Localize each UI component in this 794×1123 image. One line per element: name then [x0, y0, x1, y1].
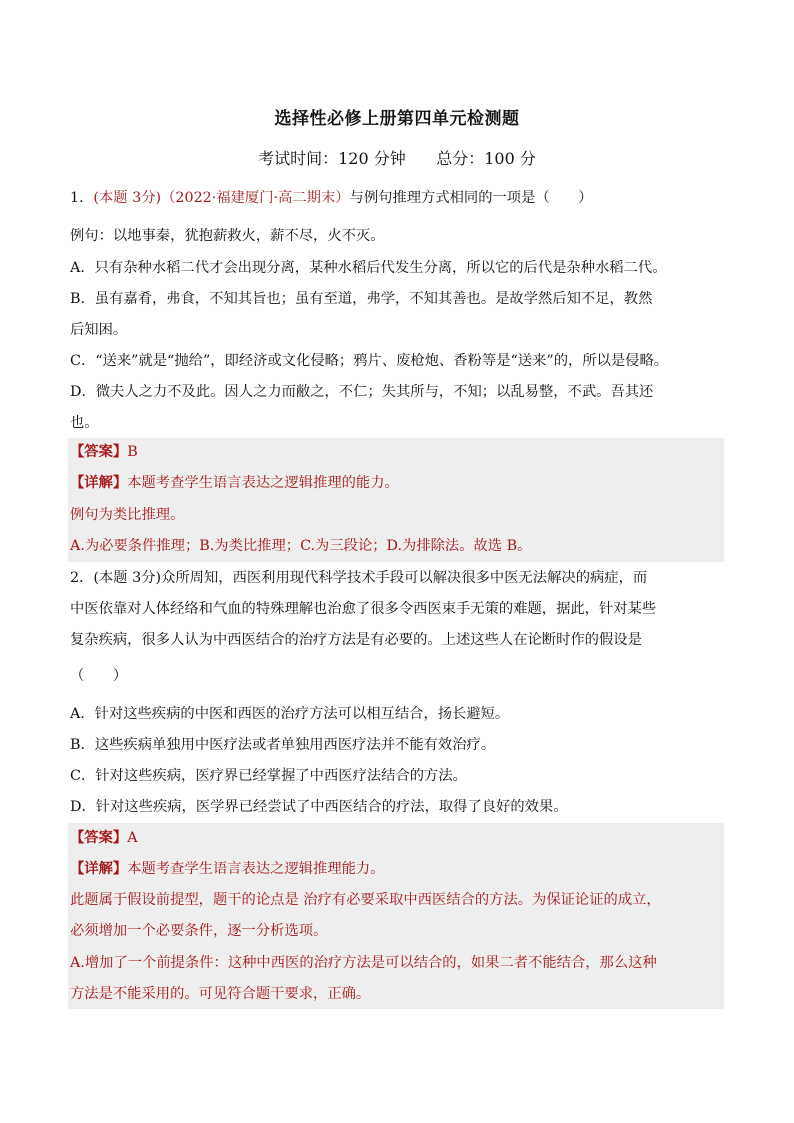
detail-line-5: 方法是不能采用的。可见符合题干要求，正确。	[70, 986, 371, 1002]
question-source: (本题 3分)（2022·福建厦门·高二期末）	[93, 190, 350, 206]
detail-line	[70, 859, 724, 879]
option-b: B．这些疾病单独用中医疗法或者单独用西医疗法并不能有效治疗。	[70, 737, 496, 753]
option-d: D．针对这些疾病，医学界已经尝试了中西医结合的疗法，取得了良好的效果。	[70, 799, 568, 815]
option-b: B．虽有嘉肴，弗食，不知其旨也；虽有至道，弗学，不知其善也。是故学然后知不足，教然	[70, 291, 653, 307]
answer-line	[70, 442, 724, 462]
option-d-continued: 也。	[70, 415, 99, 431]
detail-line-3: A.为必要条件推理；B.为类比推理；C.为三段论；D.为排除法。故选 B。	[70, 538, 532, 554]
option-b-continued: 后知困。	[70, 322, 128, 338]
answer-blank: （ ）	[70, 668, 128, 684]
answer-line	[70, 828, 724, 848]
question-2-stem-line-2: 中医依靠对人体经络和气血的特殊理解也治愈了很多令西医束手无策的难题，据此，针对某些	[70, 601, 657, 617]
option-a: A．针对这些疾病的中医和西医的治疗方法可以相互结合，扬长避短。	[70, 706, 510, 722]
detail-tag: 【详解】	[70, 861, 128, 877]
answer-value: B	[127, 444, 138, 460]
question-score: (本题 3分)	[93, 570, 162, 586]
question-1-stem	[70, 188, 724, 208]
answer-tag: 【答案】	[70, 830, 128, 846]
exam-info: 考试时间：120 分钟 总分：100 分	[258, 149, 536, 168]
question-number: 1．	[70, 190, 94, 206]
question-2-stem	[70, 568, 724, 588]
detail-line-4: A.增加了一个前提条件：这种中西医的治疗方法是可以结合的，如果二者不能结合，那么这种	[70, 955, 657, 971]
answer-value: A	[127, 830, 138, 846]
example-sentence: 例句：以地事秦，犹抱薪救火，薪不尽，火不灭。	[70, 228, 385, 244]
question-text: 众所周知，西医利用现代科学技术手段可以解决很多中医无法解决的病症，而	[161, 570, 648, 586]
detail-text: 本题考查学生语言表达之逻辑推理能力。	[127, 861, 385, 877]
answer-tag: 【答案】	[70, 444, 128, 460]
option-a: A．只有杂种水稻二代才会出现分离，某种水稻后代发生分离，所以它的后代是杂种水稻二代。	[70, 260, 667, 276]
question-2-stem-line-3: 复杂疾病，很多人认为中西医结合的治疗方法是有必要的。上述这些人在论断时作的假设是	[70, 632, 642, 648]
page-title: 选择性必修上册第四单元检测题	[274, 109, 520, 129]
detail-text: 本题考查学生语言表达之逻辑推理的能力。	[127, 475, 399, 491]
detail-line-2: 例句为类比推理。	[70, 507, 185, 523]
detail-tag: 【详解】	[70, 475, 128, 491]
option-c: C．针对这些疾病，医疗界已经掌握了中西医疗法结合的方法。	[70, 768, 467, 784]
detail-line	[70, 473, 724, 493]
question-number: 2．	[70, 570, 94, 586]
option-c: C．“送来”就是“抛给”，即经济或文化侵略；鸦片、废枪炮、香粉等是“送来”的，所以是侵略。	[70, 353, 669, 369]
question-text: 与例句推理方式相同的一项是（ ）	[349, 190, 593, 206]
detail-line-2: 此题属于假设前提型，题干的论点是 治疗有必要采取中西医结合的方法。为保证论证的成立，	[70, 892, 661, 908]
answer-box-2	[68, 823, 724, 1009]
option-d: D．微夫人之力不及此。因人之力而敝之，不仁；失其所与，不知；以乱易整，不武。吾其还	[70, 384, 654, 400]
detail-line-3: 必须增加一个必要条件，逐一分析选项。	[70, 923, 328, 939]
